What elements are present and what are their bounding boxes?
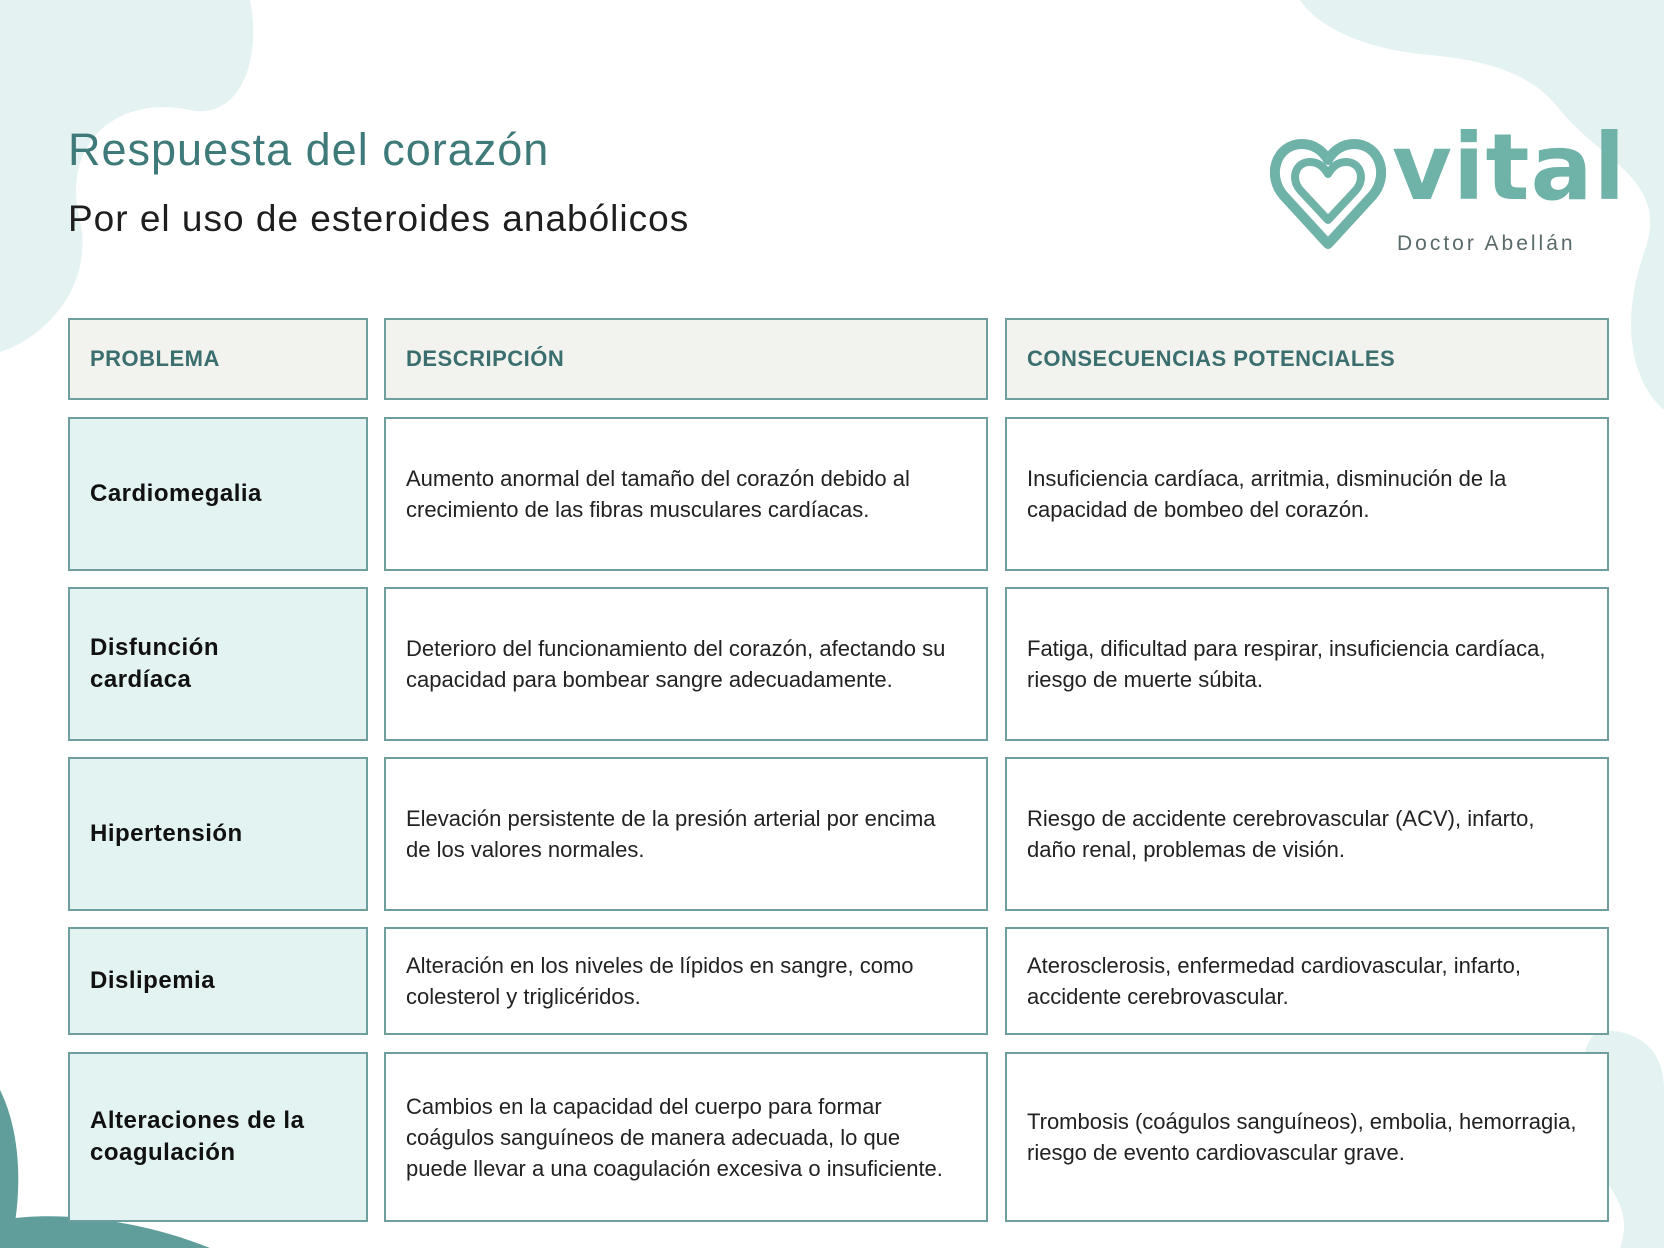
problem-label: Alteraciones de la coagulación — [90, 1107, 305, 1166]
problem-label: Cardiomegalia — [90, 480, 262, 507]
logo-wordmark: vital — [1392, 114, 1627, 221]
table-row-problem — [68, 927, 368, 1035]
column-header: PROBLEMA — [90, 346, 220, 371]
background-blob-top-left — [0, 0, 260, 360]
table-row-description — [384, 757, 988, 911]
table-row-consequences — [1005, 417, 1609, 571]
table-row-description — [384, 587, 988, 741]
table-row-consequences — [1005, 1052, 1609, 1222]
header-cell-consecuencias — [1005, 318, 1609, 400]
table-row-consequences — [1005, 757, 1609, 911]
consequences-text: Fatiga, dificultad para respirar, insuficiencia cardíaca, riesgo de muerte súbita. — [1027, 636, 1546, 692]
description-text: Deterioro del funcionamiento del corazón, afectando su capacidad para bombear sangre adecuadamente. — [406, 636, 946, 692]
column-header: CONSECUENCIAS POTENCIALES — [1027, 346, 1396, 371]
consequences-text: Trombosis (coágulos sanguíneos), embolia, hemorragia, riesgo de evento cardiovascular grave. — [1027, 1109, 1577, 1165]
page-title: Respuesta del corazón — [68, 124, 550, 175]
table-row-description — [384, 1052, 988, 1222]
vital-logo — [1270, 114, 1627, 266]
header-cell-problema — [68, 318, 368, 400]
problem-label: Hipertensión — [90, 820, 243, 847]
table-row-description — [384, 417, 988, 571]
table-row-problem — [68, 417, 368, 571]
table-row-consequences — [1005, 587, 1609, 741]
description-text: Aumento anormal del tamaño del corazón debido al crecimiento de las fibras musculares cardíacas. — [406, 466, 910, 522]
table-row-description — [384, 927, 988, 1035]
description-text: Elevación persistente de la presión arterial por encima de los valores normales. — [406, 806, 936, 862]
consequences-text: Riesgo de accidente cerebrovascular (ACV), infarto, daño renal, problemas de visión. — [1027, 806, 1535, 862]
header-cell-descripcion — [384, 318, 988, 400]
table-row-problem — [68, 757, 368, 911]
logo-subtitle: Doctor Abellán — [1397, 232, 1576, 255]
table-row-consequences — [1005, 927, 1609, 1035]
table-row-problem — [68, 587, 368, 741]
problem-label: Disfunción cardíaca — [90, 634, 219, 693]
column-header: DESCRIPCIÓN — [406, 346, 565, 371]
heart-outline-icon — [1270, 136, 1386, 252]
description-text: Cambios en la capacidad del cuerpo para formar coágulos sanguíneos de manera adecuada, lo que puede llevar a una coagulación excesiva o insuficiente. — [406, 1093, 943, 1181]
problem-label: Dislipemia — [90, 967, 216, 994]
table-row-problem — [68, 1052, 368, 1222]
consequences-text: Insuficiencia cardíaca, arritmia, disminución de la capacidad de bombeo del corazón. — [1027, 466, 1507, 522]
page-subtitle: Por el uso de esteroides anabólicos — [68, 198, 690, 239]
consequences-text: Aterosclerosis, enfermedad cardiovascular, infarto, accidente cerebrovascular. — [1027, 953, 1522, 1009]
description-text: Alteración en los niveles de lípidos en sangre, como colesterol y triglicéridos. — [406, 953, 914, 1009]
